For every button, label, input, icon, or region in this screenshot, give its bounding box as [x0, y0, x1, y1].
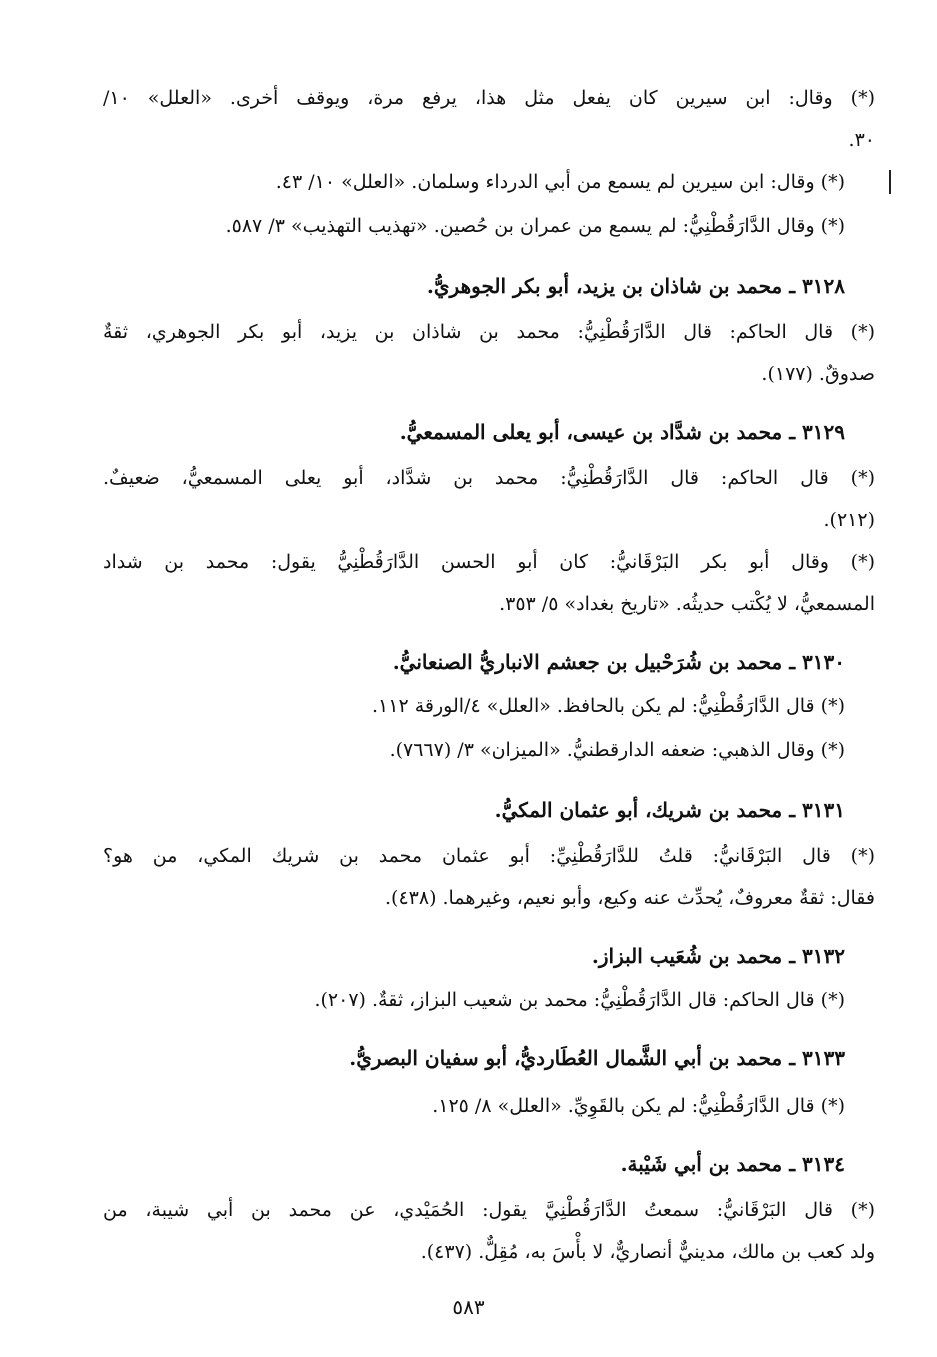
entry-heading-3134: ٣١٣٤ ـ محمد بن أبي شَيْبة.: [620, 1152, 845, 1176]
text-line-14: (*) قال الدَّارَقُطْنِيُّ: لم يكن بالحافظ. «العلل» ٤/الورقة ١١٢.: [371, 695, 845, 717]
text-line-3: (*) وقال: ابن سيرين لم يسمع من أبي الدرداء وسلمان. «العلل» ١٠/ ٤٣.: [275, 171, 845, 193]
entry-heading-3133: ٣١٣٣ ـ محمد بن أبي الشَّمال العُطَارديُّ، أبو سفيان البصريُّ.: [349, 1046, 845, 1070]
text-line-12: المسمعيُّ، لا يُكْتب حديثُه. «تاريخ بغداد» ٥/ ٣٥٣.: [499, 593, 875, 615]
entry-heading-3128: ٣١٢٨ ـ محمد بن شاذان بن يزيد، أبو بكر الجوهريُّ.: [426, 274, 845, 298]
text-line-18: فقال: ثقةٌ معروفٌ، يُحدِّث عنه وكيع، وأبو نعيم، وغيرهما. (٤٣٨).: [384, 887, 875, 909]
entry-heading-3129: ٣١٢٩ ـ محمد بن شدَّاد بن عيسى، أبو يعلى المسمعيُّ.: [399, 420, 845, 444]
text-line-25: ولد كعب بن مالك، مدينيٌّ أنصاريٌّ، لا بأْسَ به، مُقِلٌّ. (٤٣٧).: [420, 1241, 875, 1263]
text-line-10: (٢١٢).: [823, 509, 875, 531]
margin-mark: [889, 170, 891, 194]
text-line-11: (*) وقال أبو بكر البَرْقَانيُّ: كان أبو الحسن الدَّارَقُطْنِيُّ يقول: محمد بن شداد: [103, 551, 875, 573]
text-line-20: (*) قال الحاكم: قال الدَّارَقُطْنِيُّ: محمد بن شعيب البزاز، ثقةٌ. (٢٠٧).: [314, 989, 845, 1011]
text-line-7: صدوقٌ. (١٧٧).: [761, 363, 875, 385]
text-line-6: (*) قال الحاكم: قال الدَّارَقُطْنِيُّ: محمد بن شاذان بن يزيد، أبو بكر الجوهري، ثقةٌ: [103, 321, 875, 343]
text-line-15: (*) وقال الذهبي: ضعفه الدارقطنيُّ. «الميزان» ٣/ (٧٦٦٧).: [389, 739, 845, 761]
entry-heading-3130: ٣١٣٠ ـ محمد بن شُرَحْبيل بن جعشم الانباريُّ الصنعانيُّ.: [392, 650, 845, 674]
entry-heading-3131: ٣١٣١ ـ محمد بن شريك، أبو عثمان المكيُّ.: [494, 798, 845, 822]
text-line-9: (*) قال الحاكم: قال الدَّارَقُطْنِيُّ: محمد بن شدَّاد، أبو يعلى المسمعيُّ، ضعيفٌ.: [103, 467, 875, 489]
text-line-17: (*) قال البَرْقَانيُّ: قلتُ للدَّارَقُطْنِيِّ: أبو عثمان محمد بن شريك المكي، من هو؟: [103, 845, 875, 867]
text-line-24: (*) قال البَرْقَانيُّ: سمعتُ الدَّارَقُطْنِيَّ يقول: الحُمَيْدي، عن محمد بن أبي شيبة، من: [103, 1199, 875, 1221]
entry-heading-3132: ٣١٣٢ ـ محمد بن شُعَيب البزاز.: [591, 944, 845, 968]
text-line-1: (*) وقال: ابن سيرين كان يفعل مثل هذا، يرفع مرة، ويوقف أخرى. «العلل» ١٠/: [103, 87, 875, 109]
text-line-2: ٣٠.: [848, 129, 875, 151]
page-number: ٥٨٣: [452, 1295, 485, 1319]
text-line-4: (*) وقال الدَّارَقُطْنِيُّ: لم يسمع من عمران بن حُصين. «تهذيب التهذيب» ٣/ ٥٨٧.: [225, 215, 845, 237]
text-line-22: (*) قال الدَّارَقُطْنِيُّ: لم يكن بالقَوِيِّ. «العلل» ٨/ ١٢٥.: [432, 1095, 845, 1117]
